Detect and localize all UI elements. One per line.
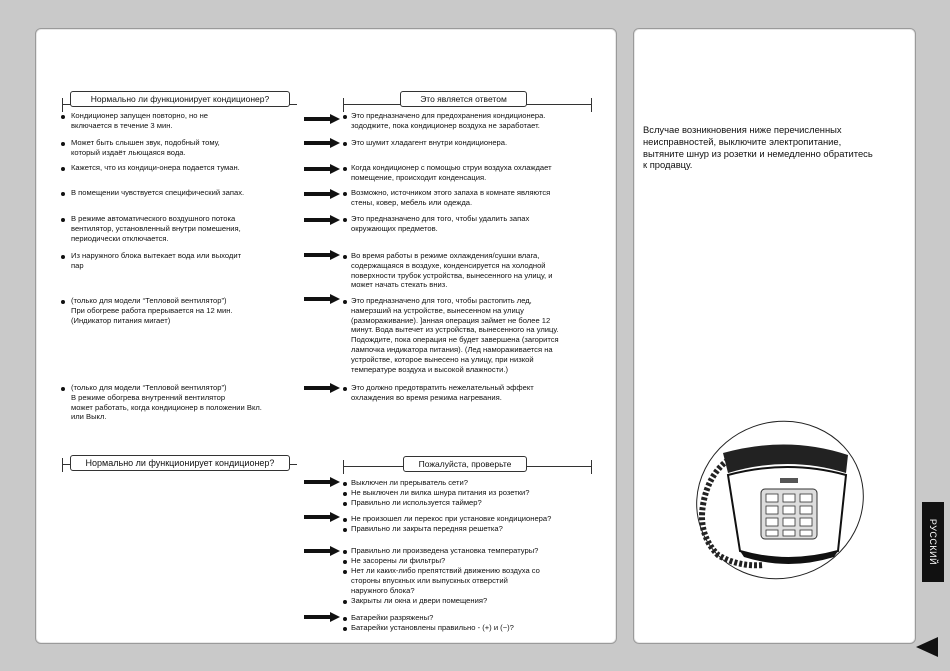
bullet bbox=[343, 482, 347, 486]
answer-text: Это предназначено для того, чтобы удалить запах окружающих предметов. bbox=[351, 214, 530, 233]
header-tick-left-2 bbox=[62, 458, 63, 472]
question-text: Кондиционер запущен повторно, но не включается в течение 3 мин. bbox=[71, 111, 209, 130]
bullet bbox=[343, 167, 347, 171]
answer-text: Это предназначено для предохранения кондиционера. зододжите, пока кондиционер воздуха не заработает. bbox=[351, 111, 546, 130]
bullet bbox=[61, 218, 65, 222]
check-item: Правильно ли используется таймер? bbox=[351, 498, 482, 507]
arrow-icon bbox=[304, 114, 340, 124]
bullet bbox=[343, 115, 347, 119]
question-text: Кажется, что из кондици-онера подается туман. bbox=[71, 163, 240, 172]
bullet bbox=[61, 192, 65, 196]
arrow-icon bbox=[304, 189, 340, 199]
section2-left-header: Нормально ли функционирует кондиционер? bbox=[70, 455, 290, 471]
section1-right-header: Это является ответом bbox=[400, 91, 527, 107]
bullet bbox=[343, 502, 347, 506]
page-back-arrow-icon[interactable] bbox=[916, 637, 938, 657]
question-text: Может быть слышен звук, подобный тому, который издаёт льющаяся вода. bbox=[71, 138, 220, 157]
bullet bbox=[343, 492, 347, 496]
bullet bbox=[343, 528, 347, 532]
check-item: Выключен ли прерыватель сети? bbox=[351, 478, 468, 487]
section2-right-header: Пожалуйста, проверьте bbox=[403, 456, 527, 472]
bullet bbox=[343, 600, 347, 604]
arrow-icon bbox=[304, 164, 340, 174]
language-tab-label: РУССКИЙ bbox=[928, 518, 938, 566]
question-text: Из наружного блока вытекает вода или выходит пар bbox=[71, 251, 242, 270]
arrow-icon bbox=[304, 477, 340, 487]
bullet bbox=[343, 560, 347, 564]
question-text: (только для модели “Тепловой вентилятор”) При обогреве работа прерывается на 12 мин. (Индикатор питания мигает) bbox=[71, 296, 233, 325]
header-tick-left bbox=[62, 98, 63, 112]
bullet bbox=[343, 300, 347, 304]
check-item: Не произошел ли перекос при установке кондиционера? bbox=[351, 514, 552, 523]
check-item: Нет ли каких-либо препятствий движению воздуха со стороны впускных или выпускных отверстий наружного блока? bbox=[351, 566, 540, 595]
bullet bbox=[343, 142, 347, 146]
question-text: (только для модели “Тепловой вентилятор”) В режиме обогрева внутренний вентилятор может работать, когда кондиционер в положении Вкл. или Выкл. bbox=[71, 383, 262, 422]
bullet bbox=[61, 142, 65, 146]
bullet bbox=[343, 550, 347, 554]
bullet bbox=[343, 627, 347, 631]
bullet bbox=[343, 387, 347, 391]
bullet bbox=[61, 167, 65, 171]
answer-text: Это должно предотвратить нежелательный эффект охлаждения во время режима нагревания. bbox=[351, 383, 534, 402]
header-tick-right-b bbox=[591, 98, 592, 112]
bullet bbox=[61, 387, 65, 391]
language-tab[interactable] bbox=[922, 502, 944, 582]
question-text: В режиме автоматического воздушного потока вентилятор, установленный внутри помешения, периодически отключается. bbox=[71, 214, 241, 243]
arrow-icon bbox=[304, 512, 340, 522]
bullet bbox=[343, 570, 347, 574]
check-item: Правильно ли произведена установка температуры? bbox=[351, 546, 539, 555]
question-text: В помещении чувствуется специфический запах. bbox=[71, 188, 245, 197]
answer-text: Во время работы в режиме охлаждения/сушки влага, содержащаяся в воздухе, конденсируется на холодной поверхности трубок устройства, вынесенного на улицу, и может начать стекать вниз. bbox=[351, 251, 553, 290]
check-item: Батарейки разряжены? bbox=[351, 613, 434, 622]
bullet bbox=[343, 518, 347, 522]
arrow-icon bbox=[304, 215, 340, 225]
arrow-icon bbox=[304, 383, 340, 393]
arrow-icon bbox=[304, 546, 340, 556]
bullet bbox=[343, 192, 347, 196]
bullet bbox=[343, 255, 347, 259]
header-tick-right-2a bbox=[343, 460, 344, 474]
check-item: Батарейки установлены правильно - (+) и (−)? bbox=[351, 623, 514, 632]
answer-text: Это шумит хладагент внутри кондиционера. bbox=[351, 138, 508, 147]
bullet bbox=[61, 255, 65, 259]
arrow-icon bbox=[304, 250, 340, 260]
check-item: Закрыты ли окна и двери помещения? bbox=[351, 596, 488, 605]
bullet bbox=[343, 617, 347, 621]
answer-text: Возможно, источником этого запаха в комнате являются стены, ковер, мебель или одежда. bbox=[351, 188, 551, 207]
answer-text: Это предназначено для того, чтобы растопить лед, намерзший на устройстве, вынесенном на улицу (размораживание). ]анная операция займет не более 12 минут. Вода вытечет из устройства, вынесенного на улицу. Подождите, пока операция не будет завершена (загорится лампочка индикатора питания). (Лед намораживается на устройстве, которое вынесено на улицу, при низкой температуре воздуха и высокой влажности.) bbox=[351, 296, 559, 374]
service-notice: Вслучае возникновения ниже перечисленных неисправностей, выключите электропитание, вытяните шнур из розетки и немедленно обратитесь к продавцу. bbox=[643, 124, 873, 171]
arrow-icon bbox=[304, 612, 340, 622]
bullet bbox=[61, 115, 65, 119]
header-tick-right-a bbox=[343, 98, 344, 112]
section1-left-header: Нормально ли функционирует кондиционер? bbox=[70, 91, 290, 107]
header-tick-right-2b bbox=[591, 460, 592, 474]
telephone-icon bbox=[668, 415, 868, 585]
check-item: Не выключен ли вилка шнура питания из розетки? bbox=[351, 488, 530, 497]
answer-text: Когда кондиционер с помощью струи воздуха охлаждает помещение, происходит конденсация. bbox=[351, 163, 552, 182]
check-item: Правильно ли закрыта передняя решетка? bbox=[351, 524, 503, 533]
bullet bbox=[61, 300, 65, 304]
arrow-icon bbox=[304, 138, 340, 148]
check-item: Не засорены ли фильтры? bbox=[351, 556, 446, 565]
bullet bbox=[343, 218, 347, 222]
arrow-icon bbox=[304, 294, 340, 304]
